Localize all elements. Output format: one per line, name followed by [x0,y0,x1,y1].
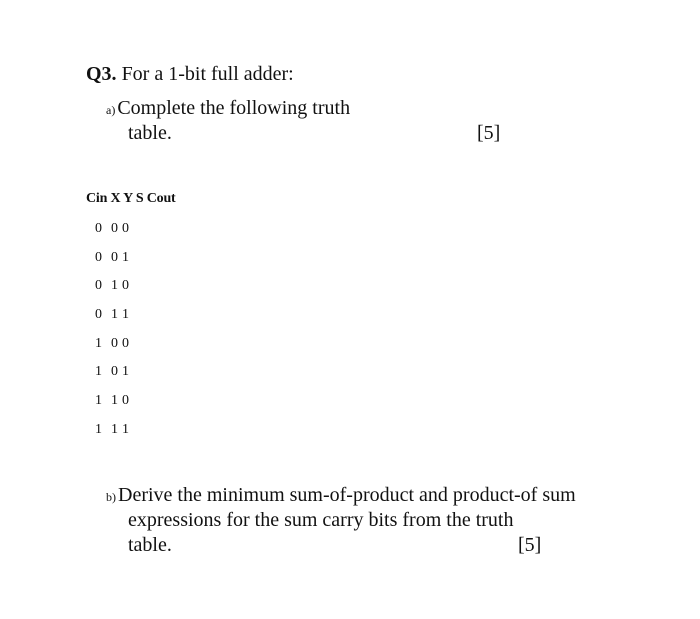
table-row [95,277,132,306]
cin-value: 1 [95,421,102,437]
part-a-text-1: Complete the following truth [117,97,351,119]
x-value: 1 [111,307,118,323]
part-b-line-1 [106,483,576,510]
table-row [95,335,132,364]
part-b-marker: b) [106,490,116,504]
cin-value: 0 [95,221,102,236]
question-text: For a 1-bit full adder: [121,63,294,85]
table-row [95,249,132,278]
table-row [95,392,132,421]
x-value: 0 [111,249,118,265]
y-value: 0 [122,393,129,409]
part-a-line-2: table. [128,122,172,144]
y-value: 1 [122,421,129,437]
cin-value: 0 [95,307,102,323]
y-value: 1 [122,249,129,265]
question-heading [86,62,294,86]
x-value: 1 [111,278,118,294]
y-value: 1 [122,307,129,323]
y-value: 0 [122,221,129,236]
truth-table-header: Cin X Y S Cout [86,191,176,206]
question-number: Q3. [86,63,117,85]
x-value: 0 [111,364,118,380]
cin-value: 1 [95,364,102,380]
table-row [95,363,132,392]
cin-value: 1 [95,393,102,409]
cin-value: 0 [95,278,102,294]
x-value: 1 [111,393,118,409]
x-value: 0 [111,221,118,236]
part-a-marker: a) [106,103,116,117]
table-row [95,220,132,249]
y-value: 1 [122,364,129,380]
y-value: 0 [122,278,129,294]
part-a-line-1 [106,96,350,123]
truth-table-rows [95,220,132,450]
x-value: 1 [111,421,118,437]
table-row [95,306,132,335]
part-b-text-1: Derive the minimum sum-of-product and product-of sum [118,484,576,506]
table-row [95,421,132,450]
x-value: 0 [111,335,118,351]
part-a-marks: [5] [477,122,501,144]
part-b-line-2: expressions for the sum carry bits from the truth [128,509,514,531]
y-value: 0 [122,335,129,351]
cin-value: 0 [95,249,102,265]
part-b-line-3: table. [128,534,172,556]
part-b-marks: [5] [518,534,542,556]
cin-value: 1 [95,335,102,351]
